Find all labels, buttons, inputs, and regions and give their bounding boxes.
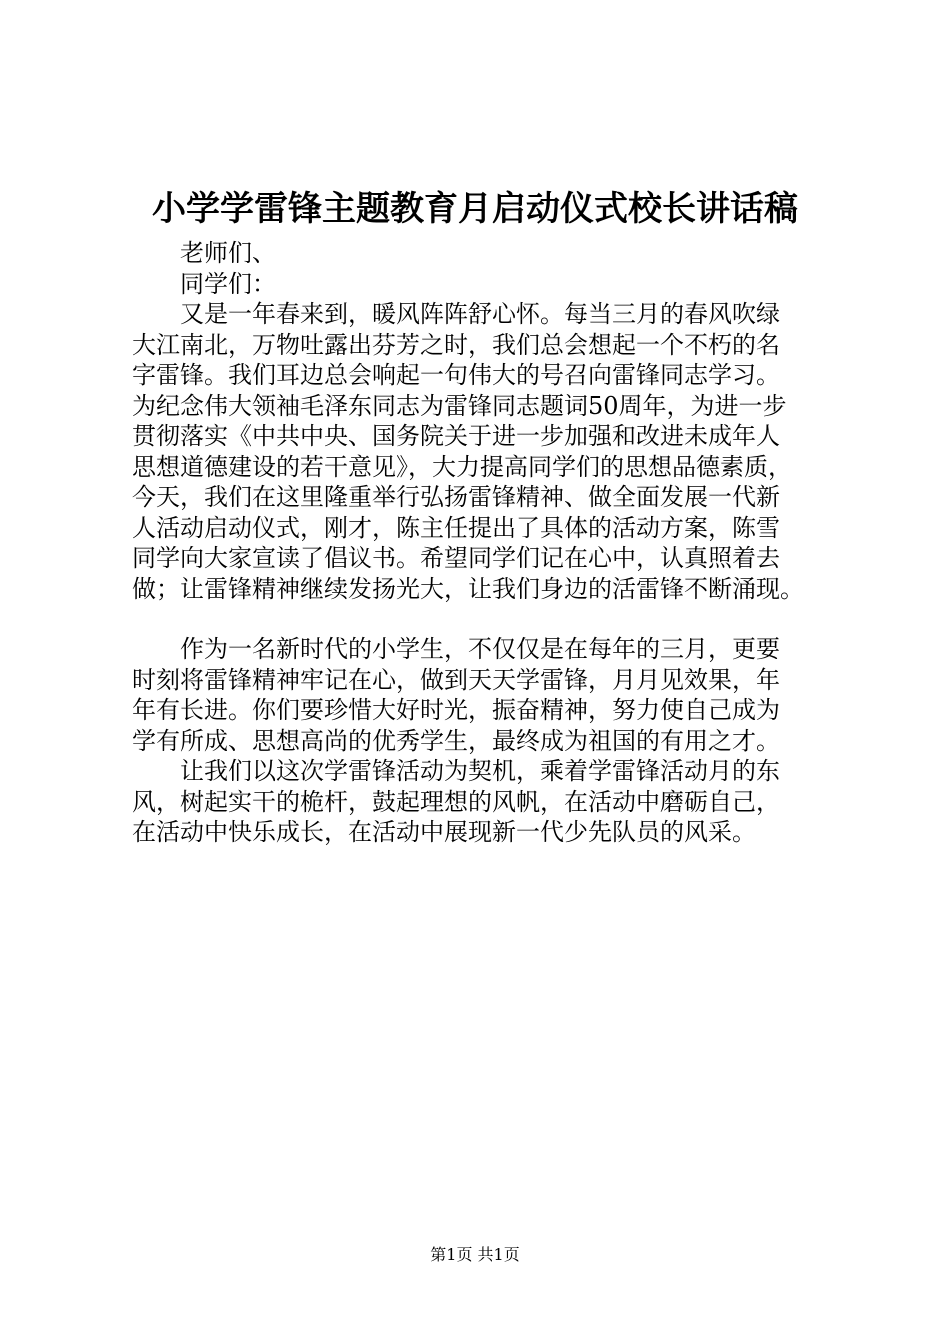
paragraph-line: 让我们以这次学雷锋活动为契机，乘着学雷锋活动月的东 <box>180 757 780 785</box>
greeting-line: 老师们、 <box>180 239 276 267</box>
document-title: 小学学雷锋主题教育月启动仪式校长讲话稿 <box>152 189 798 229</box>
greeting-line: 同学们： <box>180 269 276 298</box>
document-body <box>132 238 852 848</box>
paragraph-line: 思想道德建设的若干意见》，大力提高同学们的思想品德素质， <box>132 452 792 481</box>
paragraph-line: 贯彻落实《中共中央、国务院关于进一步加强和改进未成年人 <box>132 422 780 450</box>
paragraph-line: 风，树起实干的桅杆，鼓起理想的风帆，在活动中磨砺自己， <box>132 787 780 816</box>
paragraph-line: 学有所成、思想高尚的优秀学生，最终成为祖国的有用之才。 <box>132 726 780 755</box>
paragraph-spacer <box>132 604 852 634</box>
paragraph-line: 大江南北，万物吐露出芬芳之时，我们总会想起一个不朽的名 <box>132 330 780 359</box>
paragraph-line: 又是一年春来到，暖风阵阵舒心怀。每当三月的春风吹绿 <box>180 300 780 328</box>
paragraph-line: 同学向大家宣读了倡议书。希望同学们记在心中，认真照着去 <box>132 544 780 572</box>
paragraph-line: 字雷锋。我们耳边总会响起一句伟大的号召向雷锋同志学习。 <box>132 361 780 389</box>
paragraph-line: 作为一名新时代的小学生，不仅仅是在每年的三月，更要 <box>180 635 780 663</box>
paragraph-line: 为纪念伟大领袖毛泽东同志为雷锋同志题词50周年，为进一步 <box>132 391 787 420</box>
page-number-footer: 第1页 共1页 <box>430 1245 520 1264</box>
paragraph-line: 做；让雷锋精神继续发扬光大，让我们身边的活雷锋不断涌现。 <box>132 574 804 603</box>
paragraph-line: 年有长进。你们要珍惜大好时光，振奋精神，努力使自己成为 <box>132 696 780 724</box>
paragraph-line: 人活动启动仪式，刚才，陈主任提出了具体的活动方案，陈雪 <box>132 513 780 542</box>
paragraph-line: 今天，我们在这里隆重举行弘扬雷锋精神、做全面发展一代新 <box>132 483 780 511</box>
paragraph-line: 时刻将雷锋精神牢记在心，做到天天学雷锋，月月见效果，年 <box>132 665 780 694</box>
paragraph-line: 在活动中快乐成长，在活动中展现新一代少先队员的风采。 <box>132 818 756 846</box>
